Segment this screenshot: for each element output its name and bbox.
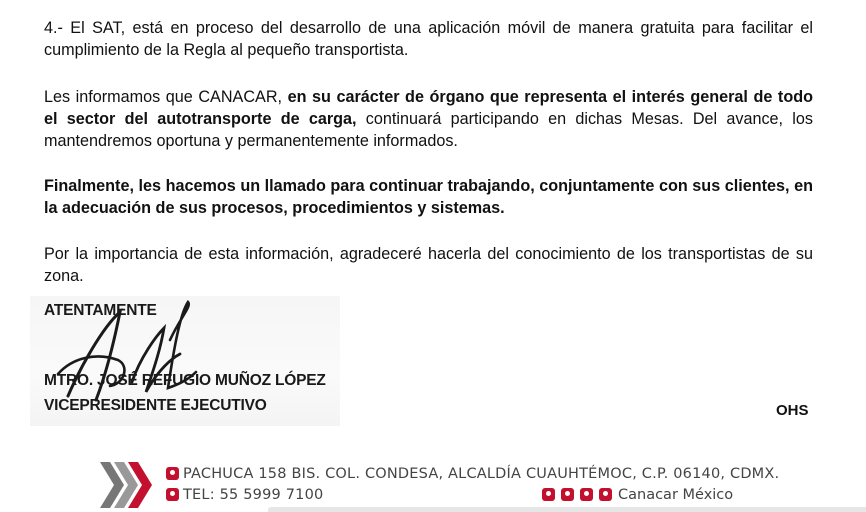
youtube-icon[interactable]: [599, 488, 612, 501]
facebook-icon[interactable]: [561, 488, 574, 501]
footer-social: [542, 487, 733, 503]
p3-text: Finalmente, les hacemos un llamado para continuar trabajando, conjuntamente con sus clientes, en la adecuación de sus procesos, procedimientos y sistemas.: [44, 177, 813, 217]
twitter-icon[interactable]: [542, 488, 555, 501]
phone-text: TEL: 55 5999 7100: [183, 487, 324, 503]
location-icon: [166, 467, 179, 480]
p2-text-bold: en su carácter de órgano que representa el interés general de todo el sector del autotransporte de carga,: [44, 88, 813, 128]
footer-address: [166, 466, 779, 482]
canacar-logo-icon: [98, 458, 158, 512]
closing-text: ATENTAMENTE: [44, 302, 157, 319]
phone-icon: [166, 488, 179, 501]
signer-name: MTRO. JOSÉ REFUGIO MUÑOZ LÓPEZ: [44, 372, 326, 389]
paragraph-canacar-info: [44, 86, 813, 152]
instagram-icon[interactable]: [580, 488, 593, 501]
social-handle: Canacar México: [618, 487, 734, 503]
signature-block: [30, 296, 340, 426]
p2-text-start: Les informamos que CANACAR,: [44, 88, 288, 106]
paragraph-closing-request: Por la importancia de esta información, agradeceré hacerla del conocimiento de los transportistas de su zona.: [44, 245, 813, 285]
footer-phone: [166, 487, 323, 503]
handwritten-signature: [40, 288, 200, 408]
signer-title: VICEPRESIDENTE EJECUTIVO: [44, 397, 267, 414]
paragraph-sat-app: 4.- El SAT, está en proceso del desarrollo de una aplicación móvil de manera gratuita para facilitar el cumplimiento de la Regla al pequeño transportista.: [44, 19, 813, 59]
page-bottom-bar: [268, 507, 866, 512]
paragraph-call-to-action: [44, 175, 813, 219]
author-initials: OHS: [776, 402, 809, 419]
p2-text-end: continuará participando en dichas Mesas. Del avance, los mantendremos oportuna y permanentemente informados.: [44, 110, 813, 150]
address-text: PACHUCA 158 BIS. COL. CONDESA, ALCALDÍA CUAUHTÉMOC, C.P. 06140, CDMX.: [183, 466, 780, 482]
